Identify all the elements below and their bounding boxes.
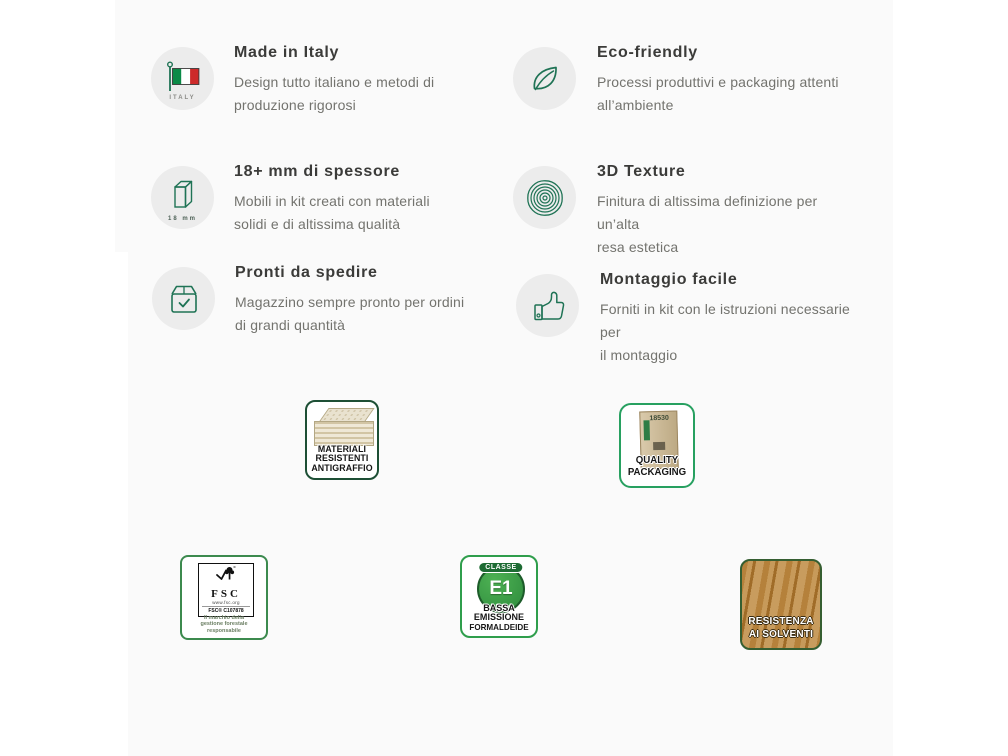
fsc-tree-icon [199, 564, 253, 582]
feature-title: Made in Italy [234, 44, 340, 61]
feature-description [234, 190, 484, 236]
badge-low-formaldehyde-e1 [460, 555, 538, 638]
feature-description-line: di grandi quantità [235, 317, 346, 333]
feature-title: 3D Texture [597, 163, 686, 180]
italy-caption: ITALY [169, 95, 196, 101]
feature-description [597, 190, 847, 259]
feature-description-line: il montaggio [600, 347, 678, 363]
shipping-box-check-icon [152, 267, 215, 330]
badge-text-line: AI SOLVENTI [748, 629, 814, 640]
badge-text-line: Il marchio della [203, 614, 245, 621]
thumbs-up-icon [516, 274, 579, 337]
badge-solvent-resistance [740, 559, 822, 650]
badge-text-line: responsabile [207, 627, 241, 634]
feature-title: Eco-friendly [597, 44, 698, 61]
fsc-logo-text: FSC [211, 588, 241, 600]
feature-description-line: Magazzino sempre pronto per ordini [235, 294, 465, 310]
feature-description-line: Mobili in kit creati con materiali [234, 193, 430, 209]
feature-description-line: resa estetica [597, 239, 679, 255]
feature-panel-thickness [151, 163, 481, 276]
panel-thickness-icon [151, 166, 214, 229]
badge-text-line: RESISTENTI [315, 453, 369, 463]
wood-grain-icon [513, 166, 576, 229]
badge-text-line: gestione forestale [200, 621, 248, 627]
fsc-caption [182, 615, 266, 635]
feature-title: 18+ mm di spessore [234, 163, 401, 180]
feature-made-in-italy [151, 44, 481, 157]
feature-description-line: Finitura di altissima definizione per un’alta [597, 193, 818, 232]
badge-text-line: MATERIALI [317, 443, 367, 454]
feature-description [600, 298, 850, 367]
feature-ready-to-ship [152, 264, 482, 377]
feature-3d-texture [513, 163, 843, 276]
box-print-code: 18530 [649, 414, 669, 423]
feature-description [234, 71, 484, 117]
feature-description-line: produzione rigorosi [234, 97, 356, 113]
feature-description-line: all’ambiente [597, 97, 674, 113]
badge-scratch-resistant-materials [305, 400, 379, 480]
feature-title: Montaggio facile [600, 271, 738, 288]
fsc-url: www.fsc.org [212, 600, 240, 605]
badge-text-line: PACKAGING [627, 465, 687, 478]
feature-description-line: Processi produttivi e packaging attenti [597, 74, 839, 90]
feature-description [235, 291, 485, 337]
fsc-license-code: FSC® C107878 [202, 606, 250, 614]
feature-title: Pronti da spedire [235, 264, 378, 281]
badge-e1-caption [464, 604, 534, 633]
badge-materiali-caption [308, 445, 377, 474]
chipboard-image [313, 407, 373, 447]
feature-eco-friendly [513, 44, 843, 157]
badge-text-line: ANTIGRAFFIO [311, 462, 373, 473]
feature-description-line: Forniti in kit con le istruzioni necessarie per [600, 301, 850, 340]
feature-description [597, 71, 847, 117]
badge-text-line: EMISSIONE [473, 612, 525, 623]
italy-flag-icon [151, 47, 214, 110]
badge-text-line: BASSA [483, 602, 515, 614]
badge-solventi-caption [742, 615, 820, 641]
feature-description-line: solidi e di altissima qualità [234, 216, 401, 232]
thickness-caption: 18 mm [167, 216, 197, 222]
fsc-label [198, 563, 254, 617]
feature-easy-assembly [516, 271, 850, 384]
leaf-icon [513, 47, 576, 110]
badge-text-line: QUALITY [635, 454, 679, 466]
badge-fsc-certification [180, 555, 268, 640]
e1-code: E1 [489, 578, 513, 599]
badge-quality-packaging [619, 403, 695, 488]
badge-text-line: FORMALDEIDE [469, 621, 529, 632]
badge-text-line: RESISTENZA [748, 616, 814, 627]
feature-description-line: Design tutto italiano e metodi di [234, 74, 435, 90]
classe-ribbon: CLASSE [478, 562, 523, 573]
badge-quality-caption [624, 455, 690, 478]
